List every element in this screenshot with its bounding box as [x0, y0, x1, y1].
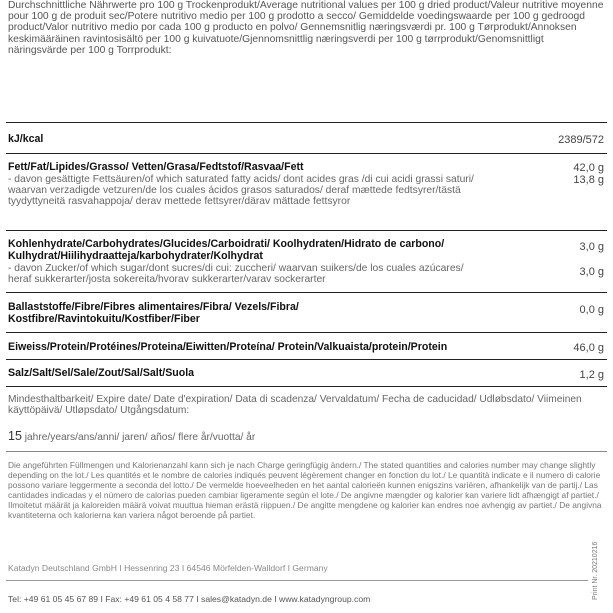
fibre-row: [8, 302, 604, 326]
footer-divider: [6, 580, 588, 581]
carbs-label: Kohlenhydrate/Carbohydrates/Glucides/Carboidrati/ Koolhydraten/Hidrato de carbono/ Kulhydrat/Hiilihydraatteja/karbohydrater/Kolhydrat: [8, 238, 445, 262]
fat-value: 42,0 g: [573, 162, 604, 174]
intro-text: Durchschnittliche Nährwerte pro 100 g Trockenprodukt/Average nutritional values per 100 g dried product/Valeur nutritive moyenne pour 100 g de produit sec/Potere nutritivo medio per 100 g prodotto a secco/ Gemiddelde voedingswaarde per 100 g gedroogd product/Valor nutritivo medio por cada 100 g producto en polvo/ Gennemsnitlig næringsværdi pr. 100 g Tørprodukt/Annoksen keskimääräinen ravintosisältö per 100 g kuivatuote/Gjennomsnittlig næringsverdi per 100 g tørrprodukt/Genomsnittligt näringsvärde per 100 g Torrprodukt:: [8, 0, 604, 56]
company-address: Katadyn Deutschland GmbH I Hessenring 23 I 64546 Mörfelden-Walldorf I Germany: [8, 563, 328, 573]
divider: [6, 451, 607, 452]
sugar-value: 3,0 g: [579, 266, 604, 278]
divider: [6, 359, 607, 360]
divider: [6, 332, 607, 333]
divider: [6, 292, 607, 293]
divider: [6, 230, 607, 231]
protein-label: Eiweiss/Protein/Protéines/Proteina/Eiwitten/Proteína/ Protein/Valkuaista/protein/Protein: [8, 341, 448, 353]
print-number: Print Nr. 20210216: [592, 541, 599, 600]
fibre-label: Ballaststoffe/Fibre/Fibres alimentaires/Fibra/ Vezels/Fibra/ Kostfibre/Ravintokuitu/Kostfiber/Fiber: [8, 301, 299, 325]
divider: [6, 153, 607, 154]
contact-info: Tel: +49 61 05 45 67 89 I Fax: +49 61 05 4 58 77 I sales@katadyn.de I www.katadyngroup.com: [8, 594, 371, 604]
protein-row: [8, 342, 604, 354]
carbs-sub-label: - davon Zucker/of which sugar/dont sucres/di cui: zuccheri/ waarvan suikers/de los cuales azúcares/ heraf sukkerarter/josta sokereita/hvorav sukkerarter/varav sockerarter: [8, 262, 464, 285]
salt-label: Salz/Salt/Sel/Sale/Zout/Sal/Salt/Suola: [8, 367, 195, 379]
divider: [6, 122, 607, 123]
fat-label: Fett/Fat/Lipides/Grasso/ Vetten/Grasa/Fedtstof/Rasvaa/Fett: [8, 161, 304, 173]
divider: [6, 386, 607, 387]
fibre-value: 0,0 g: [579, 304, 604, 316]
energy-label: kJ/kcal: [8, 133, 44, 145]
fat-row: [8, 162, 604, 207]
salt-row: [8, 368, 604, 380]
protein-value: 46,0 g: [573, 342, 604, 354]
carbs-row: [8, 239, 604, 285]
energy-row: [8, 134, 604, 146]
shelf-life-number: 15: [8, 429, 22, 443]
shelf-life: [8, 429, 255, 443]
energy-value: 2389/572: [558, 134, 604, 146]
disclaimer-text: Die angeführten Füllmengen und Kalorienanzahl kann sich je nach Charge geringfügig ändern./ The stated quantities and calories number may change slightly depending on the lot./ Les quantités et le nombre de calories indiqués peuvent légèrement changer en fonction du lot./ Le quantità indicate e il numero di calorie possono variare leggermente a seconda del lotto./ De vermelde hoeveelheden en het aantal calorieën kunnen enigszins variëren, afhankelijk van de partij./ Las cantidades indicadas y el número de calorías pueden cambiar ligeramente según el lote./ De angivne mængder og kalorier kan variere lidt afhængigt af partiet./ Ilmoitetut määrät ja kaloreiden määrä voivat muuttua hieman erästä riippuen./ De angitte mengdene og kalorier kan endres noe avhengig av partiet./ De angivna kvantiteterna och kalorierna kan variera något beroende på partiet.: [8, 460, 602, 521]
shelf-life-units: jahre/years/ans/anni/ jaren/ años/ flere år/vuotta/ år: [24, 432, 256, 443]
best-before-label: Mindesthaltbarkeit/ Expire date/ Date d'expiration/ Data di scadenza/ Vervaldatum/ Fecha de caducidad/ Udløbsdato/ Viimeinen käyttöpäivä/ Utløpsdato/ Utgångsdatum:: [8, 394, 582, 417]
fat-sub-label: - davon gesättigte Fettsäuren/of which saturated fatty acids/ dont acides gras /di cui acidi grassi saturi/ waarvan verzadigde vetzuren/de los cuales ácidos grasos saturados/ deraf mættede fedtsyrer/tästä tyydyttyneitä rasvahappoja/ derav mettede fettsyrer/därav mättade fettsyror: [8, 173, 474, 208]
saturated-fat-value: 13,8 g: [573, 174, 604, 186]
salt-value: 1,2 g: [579, 369, 604, 381]
carbs-value: 3,0 g: [579, 241, 604, 253]
